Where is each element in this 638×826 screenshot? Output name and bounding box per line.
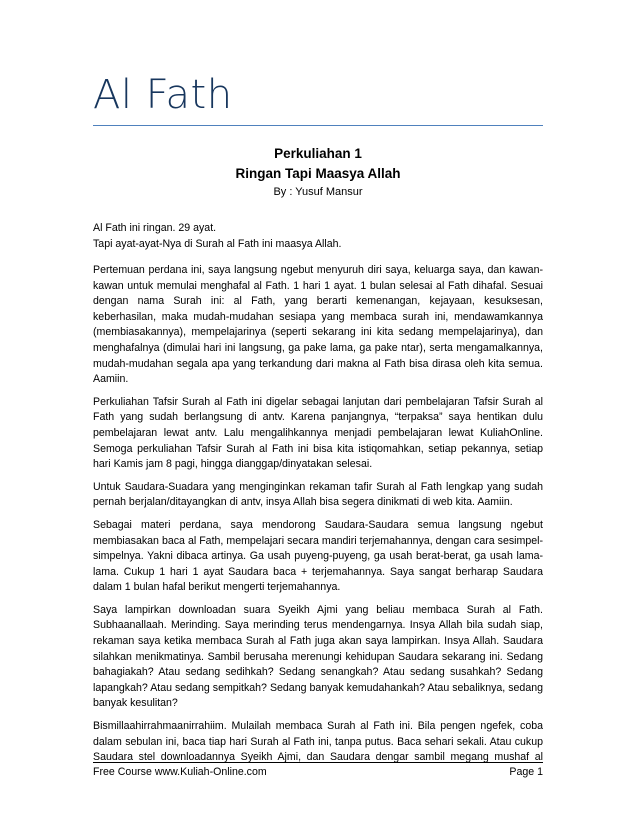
intro-line: Al Fath ini ringan. 29 ayat. <box>93 222 217 234</box>
body-paragraph: Saya lampirkan downloadan suara Syeikh Ajmi yang beliau membaca Surah al Fath. Subhaanallaah. Merinding. Saya merinding terus mendengarnya. Insya Allah bila sudah siap, rekaman saya ketika membaca Surah al Fath juga akan saya lampirkan. Insya Allah. Saudara silahkan menikmatinya. Sambil berusaha merenungi kehidupan Saudara sekarang ini. Sedang bahagiakah? Atau sedang sedihkah? Sedang senangkah? Atau sedang susahkah? Sedang lapangkah? Atau sedang sempitkah? Sedang banyak kemudahankah? Atau sebaliknya, sedang banyak kesulitan? <box>93 603 543 710</box>
intro-block <box>93 221 543 252</box>
lecture-subheading: Ringan Tapi Maasya Allah <box>235 166 401 181</box>
author-line: By : Yusuf Mansur <box>273 186 363 198</box>
body-paragraph: Perkuliahan Tafsir Surah al Fath ini digelar sebagai lanjutan dari pembelajaran Tafsir Surah al Fath yang sudah berlangsung di antv. Karena panjangnya, “terpaksa” saya hentikan dulu pembelajaran lewat antv. Lalu mengalihkannya menjadi pembelajaran lewat KuliahOnline. Semoga perkuliahan Tafsir Surah al Fath ini bisa kita istiqomahkan, setiap pekannya, setiap hari Kamis jam 8 pagi, hingga dianggap/dinyatakan selesai. <box>93 395 543 471</box>
document-title: Al Fath <box>93 72 233 118</box>
body-paragraphs <box>93 263 543 766</box>
footer-divider <box>93 762 543 763</box>
body-paragraph: Sebagai materi perdana, saya mendorong Saudara-Saudara semua langsung ngebut membiasakan baca al Fath, mempelajari secara mandiri terjemahannya, dengan cara sesimpel-simpelnya. Yakni dibaca artinya. Ga usah puyeng-puyeng, ga usah berat-berat, ga usah lama-lama. Cukup 1 hari 1 ayat Saudara baca + terjemahannya. Saya sangat berharap Saudara dalam 1 bulan hafal berikut mengerti terjemahannya. <box>93 518 543 594</box>
body-paragraph: Pertemuan perdana ini, saya langsung ngebut menyuruh diri saya, keluarga saya, dan kawan-kawan untuk memulai menghafal al Fath. 1 hari 1 ayat. 1 bulan selesai al Fath dihafal. Sesuai dengan nama Surah ini: al Fath, yang berarti kemenangan, kejayaan, kesuksesan, keberhasilan, maka mudah-mudahan sesiapa yang membaca surah ini, mendawamkannya (membiasakannya), mempelajarinya (seperti sekarang ini kita sedang mempelajarinya), dan menghafalnya (dimulai hari ini langsung, ga pake lama, ga pake ntar), serta mengamalkannya, mudah-mudahan segala apa yang terkandung dari makna al Fath bisa dirasa oleh kita semua. Aamiin. <box>93 264 543 386</box>
body-paragraph: Bismillaahirrahmaanirrahiim. Mulailah membaca Surah al Fath ini. Bila pengen ngefek, coba dalam sebulan ini, baca tiap hari Surah al Fath ini, tanpa putus. Baca sehari sekali. Atau cukup Saudara stel downloadannya Syeikh Ajmi, dan Saudara dengar sambil megang mushaf al <box>93 720 543 764</box>
body-paragraph: Untuk Saudara-Suadara yang menginginkan rekaman tafir Surah al Fath lengkap yang sudah pernah berjalan/ditayangkan di antv, insya Allah bisa segera dinikmati di web kita. Aamiin. <box>93 480 543 509</box>
footer-course-link: Free Course www.Kuliah-Online.com <box>93 766 267 778</box>
lecture-heading: Perkuliahan 1 <box>274 146 362 161</box>
intro-line: Tapi ayat-ayat-Nya di Surah al Fath ini maasya Allah. <box>93 237 342 250</box>
title-divider <box>93 125 543 126</box>
footer-page-number: Page 1 <box>509 766 543 778</box>
